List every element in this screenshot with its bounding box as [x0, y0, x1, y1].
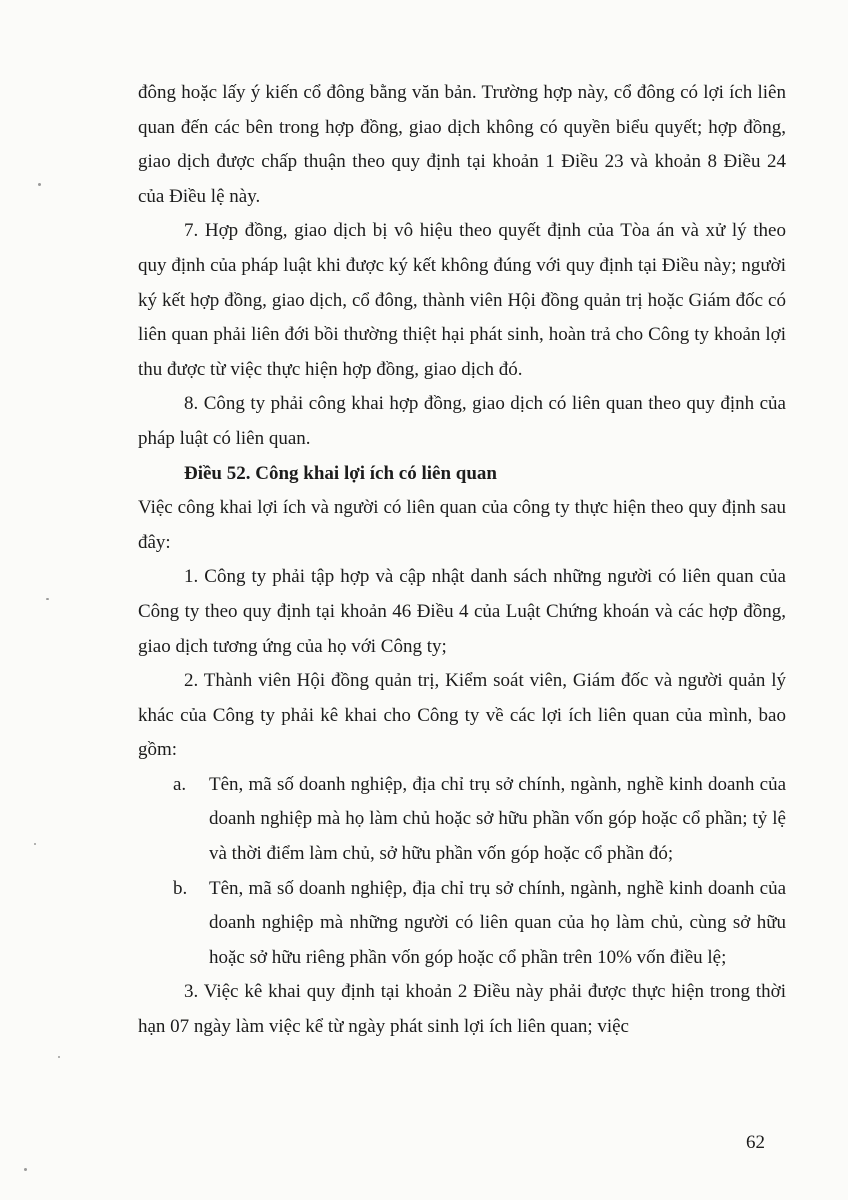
scan-speck — [38, 183, 41, 186]
clause-2: 2. Thành viên Hội đồng quản trị, Kiểm soát viên, Giám đốc và người quản lý khác của Công ty phải kê khai cho Công ty về các lợi ích liên quan của mình, bao gồm: — [138, 670, 786, 761]
sub-item-text: Tên, mã số doanh nghiệp, địa chỉ trụ sở chính, ngành, nghề kinh doanh của doanh nghiệp mà những người có liên quan của họ làm chủ, cùng sở hữu hoặc sở hữu riêng phần vốn góp hoặc cổ phần trên 10% vốn điều lệ; — [209, 877, 786, 968]
sub-item-a — [138, 768, 786, 872]
clause-7: 7. Hợp đồng, giao dịch bị vô hiệu theo quyết định của Tòa án và xử lý theo quy định của pháp luật khi được ký kết không đúng với quy định tại Điều này; người ký kết hợp đồng, giao dịch, cổ đông, thành viên Hội đồng quản trị hoặc Giám đốc có liên quan phải liên đới bồi thường thiệt hại phát sinh, hoàn trả cho Công ty khoản lợi thu được từ việc thực hiện hợp đồng, giao dịch đó. — [138, 220, 786, 380]
article-intro: Việc công khai lợi ích và người có liên quan của công ty thực hiện theo quy định sau đây: — [138, 497, 786, 553]
sub-item-marker: a. — [173, 773, 187, 795]
clause-1: 1. Công ty phải tập hợp và cập nhật danh sách những người có liên quan của Công ty theo quy định tại khoản 46 Điều 4 của Luật Chứng khoán và các hợp đồng, giao dịch tương ứng của họ với Công ty; — [138, 566, 786, 657]
sub-item-b — [138, 872, 786, 976]
scan-speck — [24, 1168, 27, 1171]
article-heading: Điều 52. Công khai lợi ích có liên quan — [184, 462, 497, 484]
paragraph-continuation: đông hoặc lấy ý kiến cổ đông bằng văn bản. Trường hợp này, cổ đông có lợi ích liên quan đến các bên trong hợp đồng, giao dịch không có quyền biểu quyết; hợp đồng, giao dịch được chấp thuận theo quy định tại khoản 1 Điều 23 và khoản 8 Điều 24 của Điều lệ này. — [138, 82, 786, 207]
scan-speck — [46, 598, 49, 600]
scan-speck — [58, 1056, 60, 1058]
clause-3: 3. Việc kê khai quy định tại khoản 2 Điều này phải được thực hiện trong thời hạn 07 ngày làm việc kể từ ngày phát sinh lợi ích liên quan; việc — [138, 981, 786, 1038]
scan-speck — [34, 843, 36, 845]
clause-8: 8. Công ty phải công khai hợp đồng, giao dịch có liên quan theo quy định của pháp luật có liên quan. — [138, 393, 786, 449]
document-body — [138, 76, 786, 1045]
sub-item-marker: b. — [173, 877, 188, 899]
sub-item-text: Tên, mã số doanh nghiệp, địa chỉ trụ sở chính, ngành, nghề kinh doanh của doanh nghiệp mà họ làm chủ hoặc sở hữu phần vốn góp hoặc cổ phần; tỷ lệ và thời điểm làm chủ, sở hữu phần vốn góp hoặc cổ phần đó; — [209, 773, 786, 865]
page-number: 62 — [746, 1132, 765, 1153]
